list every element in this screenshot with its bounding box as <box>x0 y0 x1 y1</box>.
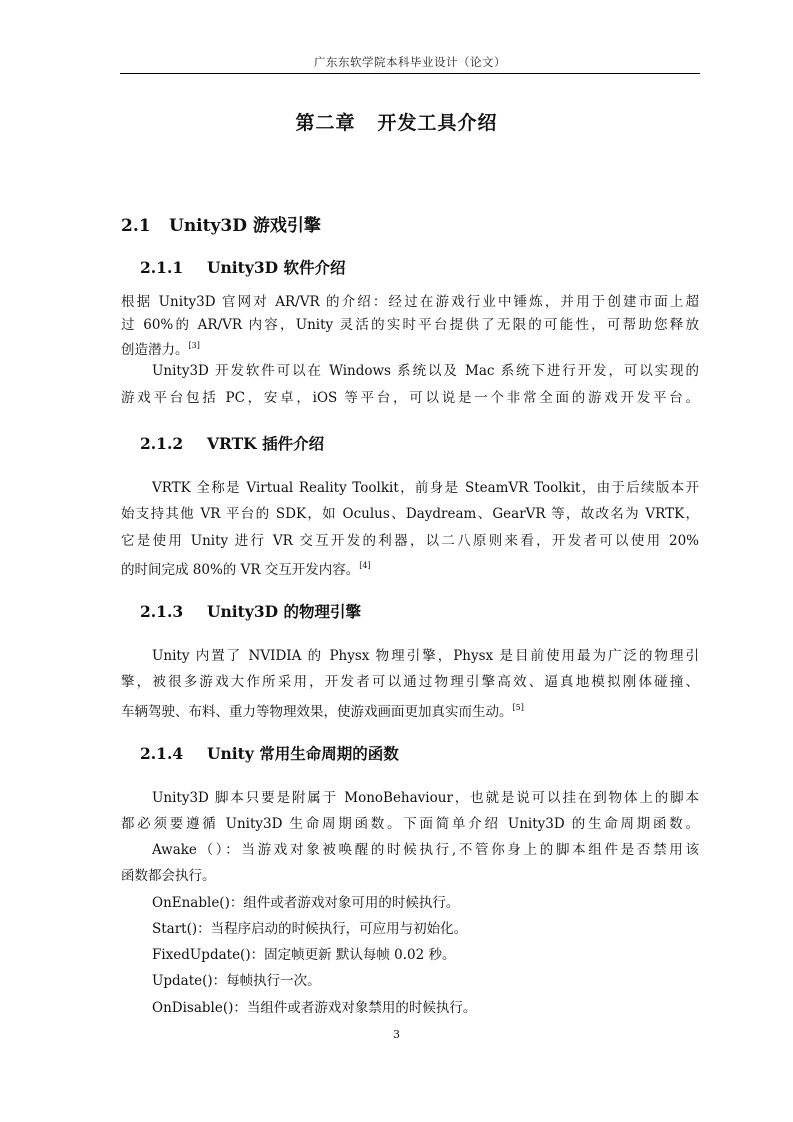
paragraph-line: VRTK 全称是 Virtual Reality Toolkit，前身是 SteamVR Toolkit，由于后续版本开 <box>152 480 699 496</box>
subsection-heading-2-1-2 <box>140 432 324 454</box>
paragraph-line: Update()：每帧执行一次。 <box>152 973 321 989</box>
citation-ref: [4] <box>359 561 371 570</box>
subsection-number: 2.1.3 <box>140 602 184 621</box>
paragraph-line: 函数都会执行。 <box>121 868 216 884</box>
page-number: 3 <box>393 1028 400 1041</box>
section-heading-2-1 <box>121 211 321 236</box>
subsection-heading-2-1-1 <box>140 256 346 278</box>
paragraph-line: 始支持其他 VR 平台的 SDK，如 Oculus、Daydream、GearVR 等，故改名为 VRTK， <box>121 506 699 522</box>
paragraph-text: 创造潜力。 <box>121 342 189 358</box>
paragraph-line: OnDisable()：当组件或者游戏对象禁用的时候执行。 <box>152 1000 477 1016</box>
paragraph-line: Unity 内置了 NVIDIA 的 Physx 物理引擎，Physx 是目前使用最为广泛的物理引 <box>152 648 699 664</box>
section-title-latin: Unity3D <box>169 216 247 236</box>
paragraph-line: FixedUpdate()：固定帧更新 默认每帧 0.02 秒。 <box>152 947 456 963</box>
subsection-title-zh: 软件介绍 <box>283 259 346 277</box>
subsection-title-zh: 插件介绍 <box>262 435 325 453</box>
chapter-title <box>0 108 793 135</box>
subsection-title-latin: Unity <box>207 744 254 763</box>
subsection-title-latin: Unity3D <box>207 258 279 277</box>
paragraph-line: Unity3D 开发软件可以在 Windows 系统以及 Mac 系统下进行开发，可以实现的 <box>152 363 699 379</box>
subsection-title-latin: Unity3D <box>207 602 279 621</box>
subsection-heading-2-1-4 <box>140 742 399 764</box>
chapter-number: 第二章 <box>295 112 356 134</box>
paragraph-line: 过 60%的 AR/VR 内容，Unity 灵活的实时平台提供了无限的可能性，可帮助您释放 <box>121 317 699 333</box>
paragraph-line <box>121 336 699 360</box>
subsection-title-latin: VRTK <box>207 434 257 453</box>
subsection-number: 2.1.4 <box>140 744 184 763</box>
header-rule <box>120 73 700 74</box>
paragraph-line: 擎，被很多游戏大作所采用，开发者可以通过物理引擎高效、逼真地模拟刚体碰撞、 <box>121 674 699 690</box>
paragraph-line: 都必须要遵循 Unity3D 生命周期函数。下面简单介绍 Unity3D 的生命周期函数。 <box>121 816 699 832</box>
paragraph-line: 根据 Unity3D 官网对 AR/VR 的介绍：经过在游戏行业中锤炼，并用于创建市面上超 <box>121 294 699 310</box>
paragraph-text: 的时间完成 80%的 VR 交互开发内容。 <box>121 562 360 578</box>
paragraph-line <box>121 698 699 722</box>
paragraph-line: 它是使用 Unity 进行 VR 交互开发的利器，以二八原则来看，开发者可以使用 20% <box>121 533 699 549</box>
subsection-title-zh: 的物理引擎 <box>283 603 361 621</box>
citation-ref: [5] <box>512 703 524 712</box>
paragraph-line <box>121 556 699 580</box>
subsection-heading-2-1-3 <box>140 600 361 622</box>
subsection-number: 2.1.2 <box>140 434 184 453</box>
paragraph-text: 车辆驾驶、布料、重力等物理效果，使游戏画面更加真实而生动。 <box>121 704 513 720</box>
paragraph-line: Awake（）：当游戏对象被唤醒的时候执行,不管你身上的脚本组件是否禁用该 <box>152 842 699 858</box>
subsection-number: 2.1.1 <box>140 258 184 277</box>
subsection-title-zh: 常用生命周期的函数 <box>259 745 399 763</box>
paragraph-line: 游戏平台包括 PC，安卓，iOS 等平台，可以说是一个非常全面的游戏开发平台。 <box>121 390 699 406</box>
paragraph-line: Start()：当程序启动的时候执行，可应用与初始化。 <box>152 921 468 937</box>
paragraph-line: OnEnable()：组件或者游戏对象可用的时候执行。 <box>152 895 460 911</box>
running-header: 广东东软学院本科毕业设计（论文） <box>314 55 506 69</box>
citation-ref: [3] <box>188 341 200 350</box>
section-number: 2.1 <box>121 216 151 236</box>
section-title-zh: 游戏引擎 <box>252 216 321 236</box>
paragraph-line: Unity3D 脚本只要是附属于 MonoBehaviour，也就是说可以挂在到物体上的脚本 <box>152 790 699 806</box>
chapter-name: 开发工具介绍 <box>377 112 498 134</box>
